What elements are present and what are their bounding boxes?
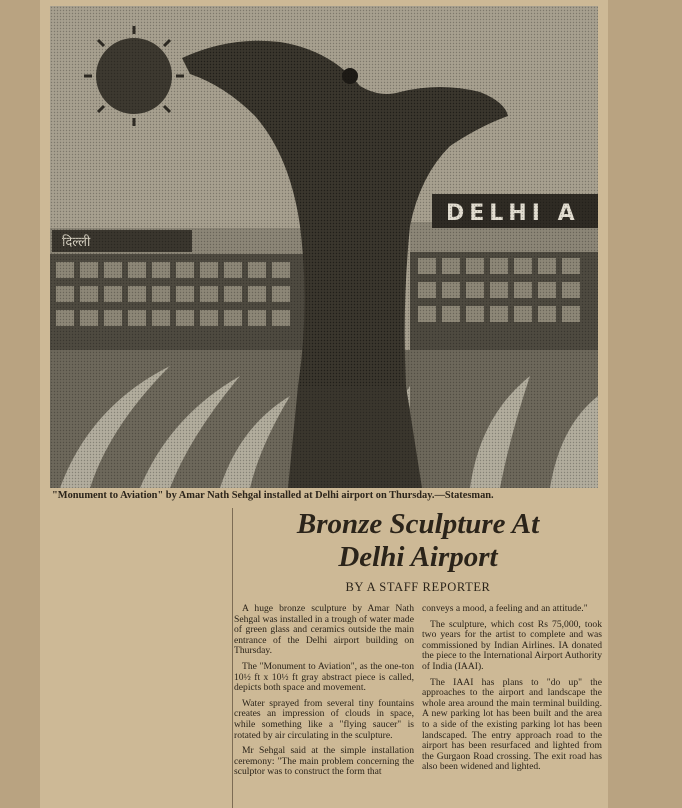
article-column-2 <box>422 604 602 778</box>
paragraph: The sculpture, which cost Rs 75,000, took two years for the artist to complete and was commissioned by Indian Airlines. IA donated the piece to the International Airport Authority of India (IAAI). <box>422 618 602 672</box>
article-column-1 <box>234 604 414 783</box>
paragraph: conveys a mood, a feeling and an attitude." <box>422 603 588 614</box>
article-headline <box>236 508 600 574</box>
paragraph: A huge bronze sculpture by Amar Nath Sehgal was installed in a trough of water made of green glass and ceramics outside the main entrance of the Delhi airport building on Thursday. <box>234 603 414 657</box>
paragraph: Water sprayed from several tiny fountains creates an impression of clouds in space, while something like a "flying saucer" is rotated by air circulating in the sculpture. <box>234 697 414 741</box>
headline-line-2: Delhi Airport <box>338 541 498 573</box>
column-divider <box>232 508 233 808</box>
paragraph: Mr Sehgal said at the simple installation ceremony: "The main problem concerning the sculptor was to construct the form that <box>234 745 414 778</box>
photo-illustration <box>50 6 598 488</box>
photo-caption: "Monument to Aviation" by Amar Nath Sehgal installed at Delhi airport on Thursday.—Statesman. <box>52 490 494 501</box>
sculpture-photo <box>50 6 598 488</box>
byline: BY A STAFF REPORTER <box>345 580 491 594</box>
paragraph: The IAAI has plans to "do up" the approaches to the airport and landscape the whole area around the main terminal building. A new parking lot has been built and the area to a side of the existing parking lot has been landscaped. The entry approach road to the airport has been resurfaced and lighted from the Gurgaon Road crossing. The exit road has also been widened and lighted. <box>422 676 602 773</box>
paragraph: The "Monument to Aviation", as the one-ton 10½ ft x 10½ ft gray abstract piece is called, depicts both space and movement. <box>234 660 414 694</box>
headline-line-1: Bronze Sculpture At <box>296 508 540 540</box>
